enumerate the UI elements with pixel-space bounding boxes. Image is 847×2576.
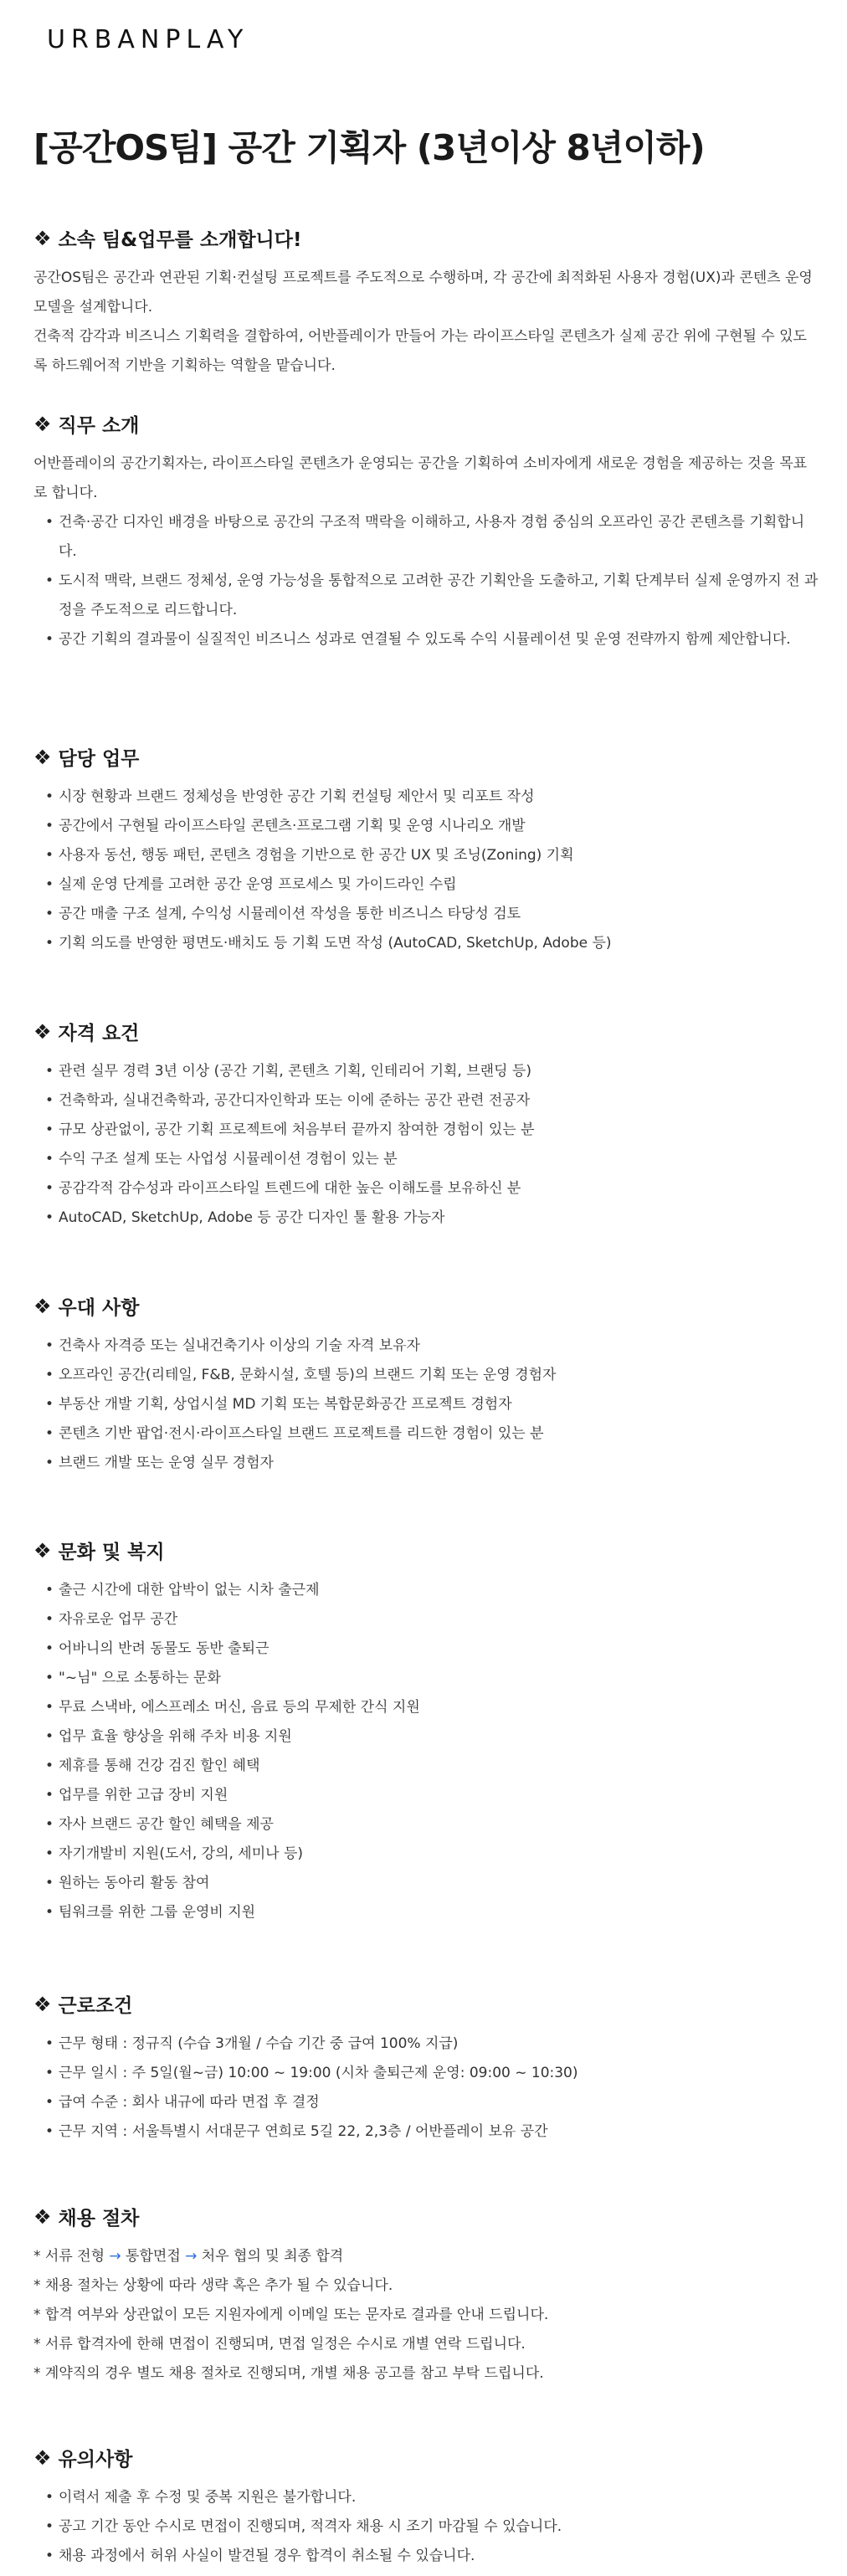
section-heading-text: 우대 사항 xyxy=(58,1297,140,1319)
list-item: • 공간 기획의 결과물이 실질적인 비즈니스 성과로 연결될 수 있도록 수익 시뮬레이션 및 운영 전략까지 함께 제안합니다. xyxy=(33,625,820,654)
section-conditions xyxy=(33,1990,820,2147)
role-list xyxy=(33,508,820,654)
section-heading-text: 채용 절차 xyxy=(58,2208,140,2230)
duties-list xyxy=(33,783,820,958)
section-heading xyxy=(33,2203,820,2230)
diamond-bullet-icon: ❖ xyxy=(33,226,52,250)
section-heading-text: 자격 요건 xyxy=(58,1023,140,1044)
section-heading xyxy=(33,1537,820,1564)
section-team xyxy=(33,224,820,381)
section-heading-text: 소속 팀&업무를 소개합니다! xyxy=(58,229,302,251)
list-item: • 실제 운영 단계를 고려한 공간 운영 프로세스 및 가이드라인 수립 xyxy=(33,870,820,900)
list-item: • 어바니의 반려 동물도 동반 출퇴근 xyxy=(33,1634,820,1664)
section-duties xyxy=(33,743,820,958)
diamond-bullet-icon: ❖ xyxy=(33,1538,52,1563)
list-item: • 업무 효율 향상을 위해 주차 비용 지원 xyxy=(33,1722,820,1752)
list-item: • 관련 실무 경력 3년 이상 (공간 기획, 콘텐츠 기획, 인테리어 기획, 브랜딩 등) xyxy=(33,1057,820,1086)
process-step-final: 처우 협의 및 최종 합격 xyxy=(197,2248,344,2265)
diamond-bullet-icon: ❖ xyxy=(33,745,52,769)
list-item: • 부동산 개발 기획, 상업시설 MD 기획 또는 복합문화공간 프로젝트 경험자 xyxy=(33,1390,820,1419)
list-item: • 원하는 동아리 활동 참여 xyxy=(33,1869,820,1898)
section-culture xyxy=(33,1537,820,1927)
page-title: [공간OS팀] 공간 기획자 (3년이상 8년이하) xyxy=(33,127,705,168)
diamond-bullet-icon: ❖ xyxy=(33,1294,52,1318)
section-role xyxy=(33,410,820,654)
process-step-document: * 서류 전형 xyxy=(33,2248,110,2265)
list-item: • "~님" 으로 소통하는 문화 xyxy=(33,1664,820,1693)
section-heading xyxy=(33,2444,820,2471)
process-steps xyxy=(33,2242,820,2271)
process-note: * 계약직의 경우 별도 채용 절차로 진행되며, 개별 채용 공고를 참고 부탁 드립니다. xyxy=(33,2365,544,2382)
list-item: • 공감각적 감수성과 라이프스타일 트렌드에 대한 높은 이해도를 보유하신 분 xyxy=(33,1174,820,1203)
section-heading xyxy=(33,1018,820,1045)
list-item: • 수익 구조 설계 또는 사업성 시뮬레이션 경험이 있는 분 xyxy=(33,1145,820,1174)
culture-list xyxy=(33,1576,820,1927)
section-preferred xyxy=(33,1292,820,1478)
section-heading xyxy=(33,1990,820,2018)
diamond-bullet-icon: ❖ xyxy=(33,2445,52,2470)
section-process xyxy=(33,2203,820,2389)
team-paragraph: 건축적 감각과 비즈니스 기획력을 결합하여, 어반플레이가 만들어 가는 라이프스타일 콘텐츠가 실제 공간 위에 구현될 수 있도록 하드웨어적 기반을 기획하는 역할을 맡습니다. xyxy=(33,328,807,374)
list-item: • 공고 기간 동안 수시로 면접이 진행되며, 적격자 채용 시 조기 마감될 수 있습니다. xyxy=(33,2512,820,2542)
arrow-right-icon: → xyxy=(185,2248,198,2265)
conditions-list xyxy=(33,2029,820,2147)
process-note: * 서류 합격자에 한해 면접이 진행되며, 면접 일정은 수시로 개별 연락 드립니다. xyxy=(33,2336,526,2353)
section-heading xyxy=(33,743,820,771)
list-item: • 제휴를 통해 건강 검진 할인 혜택 xyxy=(33,1752,820,1781)
list-item: • 건축사 자격증 또는 실내건축기사 이상의 기술 자격 보유자 xyxy=(33,1332,820,1361)
section-notice xyxy=(33,2444,820,2571)
list-item: • 건축학과, 실내건축학과, 공간디자인학과 또는 이에 준하는 공간 관련 전공자 xyxy=(33,1086,820,1116)
list-item: • 출근 시간에 대한 압박이 없는 시차 출근제 xyxy=(33,1576,820,1605)
urbanplay-logo[interactable]: URBANPLAY xyxy=(47,25,249,54)
list-item: • 규모 상관없이, 공간 기획 프로젝트에 처음부터 끝까지 참여한 경험이 있는 분 xyxy=(33,1116,820,1145)
list-item: • 브랜드 개발 또는 운영 실무 경험자 xyxy=(33,1449,820,1478)
list-item: • 공간 매출 구조 설계, 수익성 시뮬레이션 작성을 통한 비즈니스 타당성 검토 xyxy=(33,900,820,929)
arrow-right-icon: → xyxy=(109,2248,121,2265)
list-item: • 근무 형태 : 정규직 (수습 3개월 / 수습 기간 중 급여 100% 지급) xyxy=(33,2029,820,2059)
section-heading-text: 유의사항 xyxy=(58,2449,133,2471)
list-item: • 자유로운 업무 공간 xyxy=(33,1605,820,1634)
section-heading xyxy=(33,1292,820,1320)
diamond-bullet-icon: ❖ xyxy=(33,412,52,436)
section-heading xyxy=(33,224,820,252)
list-item: • 채용 과정에서 허위 사실이 발견될 경우 합격이 취소될 수 있습니다. xyxy=(33,2542,820,2571)
list-item: • 시장 현황과 브랜드 정체성을 반영한 공간 기획 컨설팅 제안서 및 리포트 작성 xyxy=(33,783,820,812)
process-step-interview: 통합면접 xyxy=(121,2248,186,2265)
list-item: • 근무 지역 : 서울특별시 서대문구 연희로 5길 22, 2,3층 / 어반플레이 보유 공간 xyxy=(33,2117,820,2147)
list-item: • 무료 스낵바, 에스프레소 머신, 음료 등의 무제한 간식 지원 xyxy=(33,1693,820,1722)
team-paragraph: 공간OS팀은 공간과 연관된 기획·컨설팅 프로젝트를 주도적으로 수행하며, 각 공간에 최적화된 사용자 경험(UX)과 콘텐츠 운영 모델을 설계합니다. xyxy=(33,269,813,316)
list-item: • 건축·공간 디자인 배경을 바탕으로 공간의 구조적 맥락을 이해하고, 사용자 경험 중심의 오프라인 공간 콘텐츠를 기획합니다. xyxy=(33,508,820,567)
section-heading-text: 직무 소개 xyxy=(58,415,140,437)
list-item: • 이력서 제출 후 수정 및 중복 지원은 불가합니다. xyxy=(33,2483,820,2512)
list-item: • 사용자 동선, 행동 패턴, 콘텐츠 경험을 기반으로 한 공간 UX 및 조닝(Zoning) 기획 xyxy=(33,841,820,870)
list-item: • 팀워크를 위한 그룹 운영비 지원 xyxy=(33,1898,820,1927)
section-requirements xyxy=(33,1018,820,1233)
diamond-bullet-icon: ❖ xyxy=(33,1019,52,1044)
list-item: • 오프라인 공간(리테일, F&B, 문화시설, 호텔 등)의 브랜드 기획 또는 운영 경험자 xyxy=(33,1361,820,1390)
list-item: • 업무를 위한 고급 장비 지원 xyxy=(33,1781,820,1810)
list-item: • 자사 브랜드 공간 할인 혜택을 제공 xyxy=(33,1810,820,1840)
list-item: • 기획 의도를 반영한 평면도·배치도 등 기획 도면 작성 (AutoCAD, SketchUp, Adobe 등) xyxy=(33,929,820,958)
list-item: • 근무 일시 : 주 5일(월~금) 10:00 ~ 19:00 (시차 출퇴근제 운영: 09:00 ~ 10:30) xyxy=(33,2059,820,2088)
list-item: • 자기개발비 지원(도서, 강의, 세미나 등) xyxy=(33,1840,820,1869)
section-heading-text: 담당 업무 xyxy=(58,748,140,770)
section-heading-text: 근로조건 xyxy=(58,1995,133,2017)
notice-list xyxy=(33,2483,820,2571)
list-item: • 도시적 맥락, 브랜드 정체성, 운영 가능성을 통합적으로 고려한 공간 기획안을 도출하고, 기획 단계부터 실제 운영까지 전 과정을 주도적으로 리드합니다. xyxy=(33,567,820,625)
diamond-bullet-icon: ❖ xyxy=(33,1992,52,2016)
preferred-list xyxy=(33,1332,820,1478)
requirements-list xyxy=(33,1057,820,1233)
list-item: • 급여 수준 : 회사 내규에 따라 면접 후 결정 xyxy=(33,2088,820,2117)
section-heading-text: 문화 및 복지 xyxy=(58,1542,165,1563)
process-note: * 합격 여부와 상관없이 모든 지원자에게 이메일 또는 문자로 결과를 안내 드립니다. xyxy=(33,2307,549,2323)
diamond-bullet-icon: ❖ xyxy=(33,2204,52,2229)
list-item: • 콘텐츠 기반 팝업·전시·라이프스타일 브랜드 프로젝트를 리드한 경험이 있는 분 xyxy=(33,1419,820,1449)
process-note: * 채용 절차는 상황에 따라 생략 혹은 추가 될 수 있습니다. xyxy=(33,2277,393,2294)
list-item: • 공간에서 구현될 라이프스타일 콘텐츠·프로그램 기획 및 운영 시나리오 개발 xyxy=(33,812,820,841)
section-heading xyxy=(33,410,820,438)
list-item: • AutoCAD, SketchUp, Adobe 등 공간 디자인 툴 활용 가능자 xyxy=(33,1203,820,1233)
role-intro: 어반플레이의 공간기획자는, 라이프스타일 콘텐츠가 운영되는 공간을 기획하여 소비자에게 새로운 경험을 제공하는 것을 목표로 합니다. xyxy=(33,455,808,501)
